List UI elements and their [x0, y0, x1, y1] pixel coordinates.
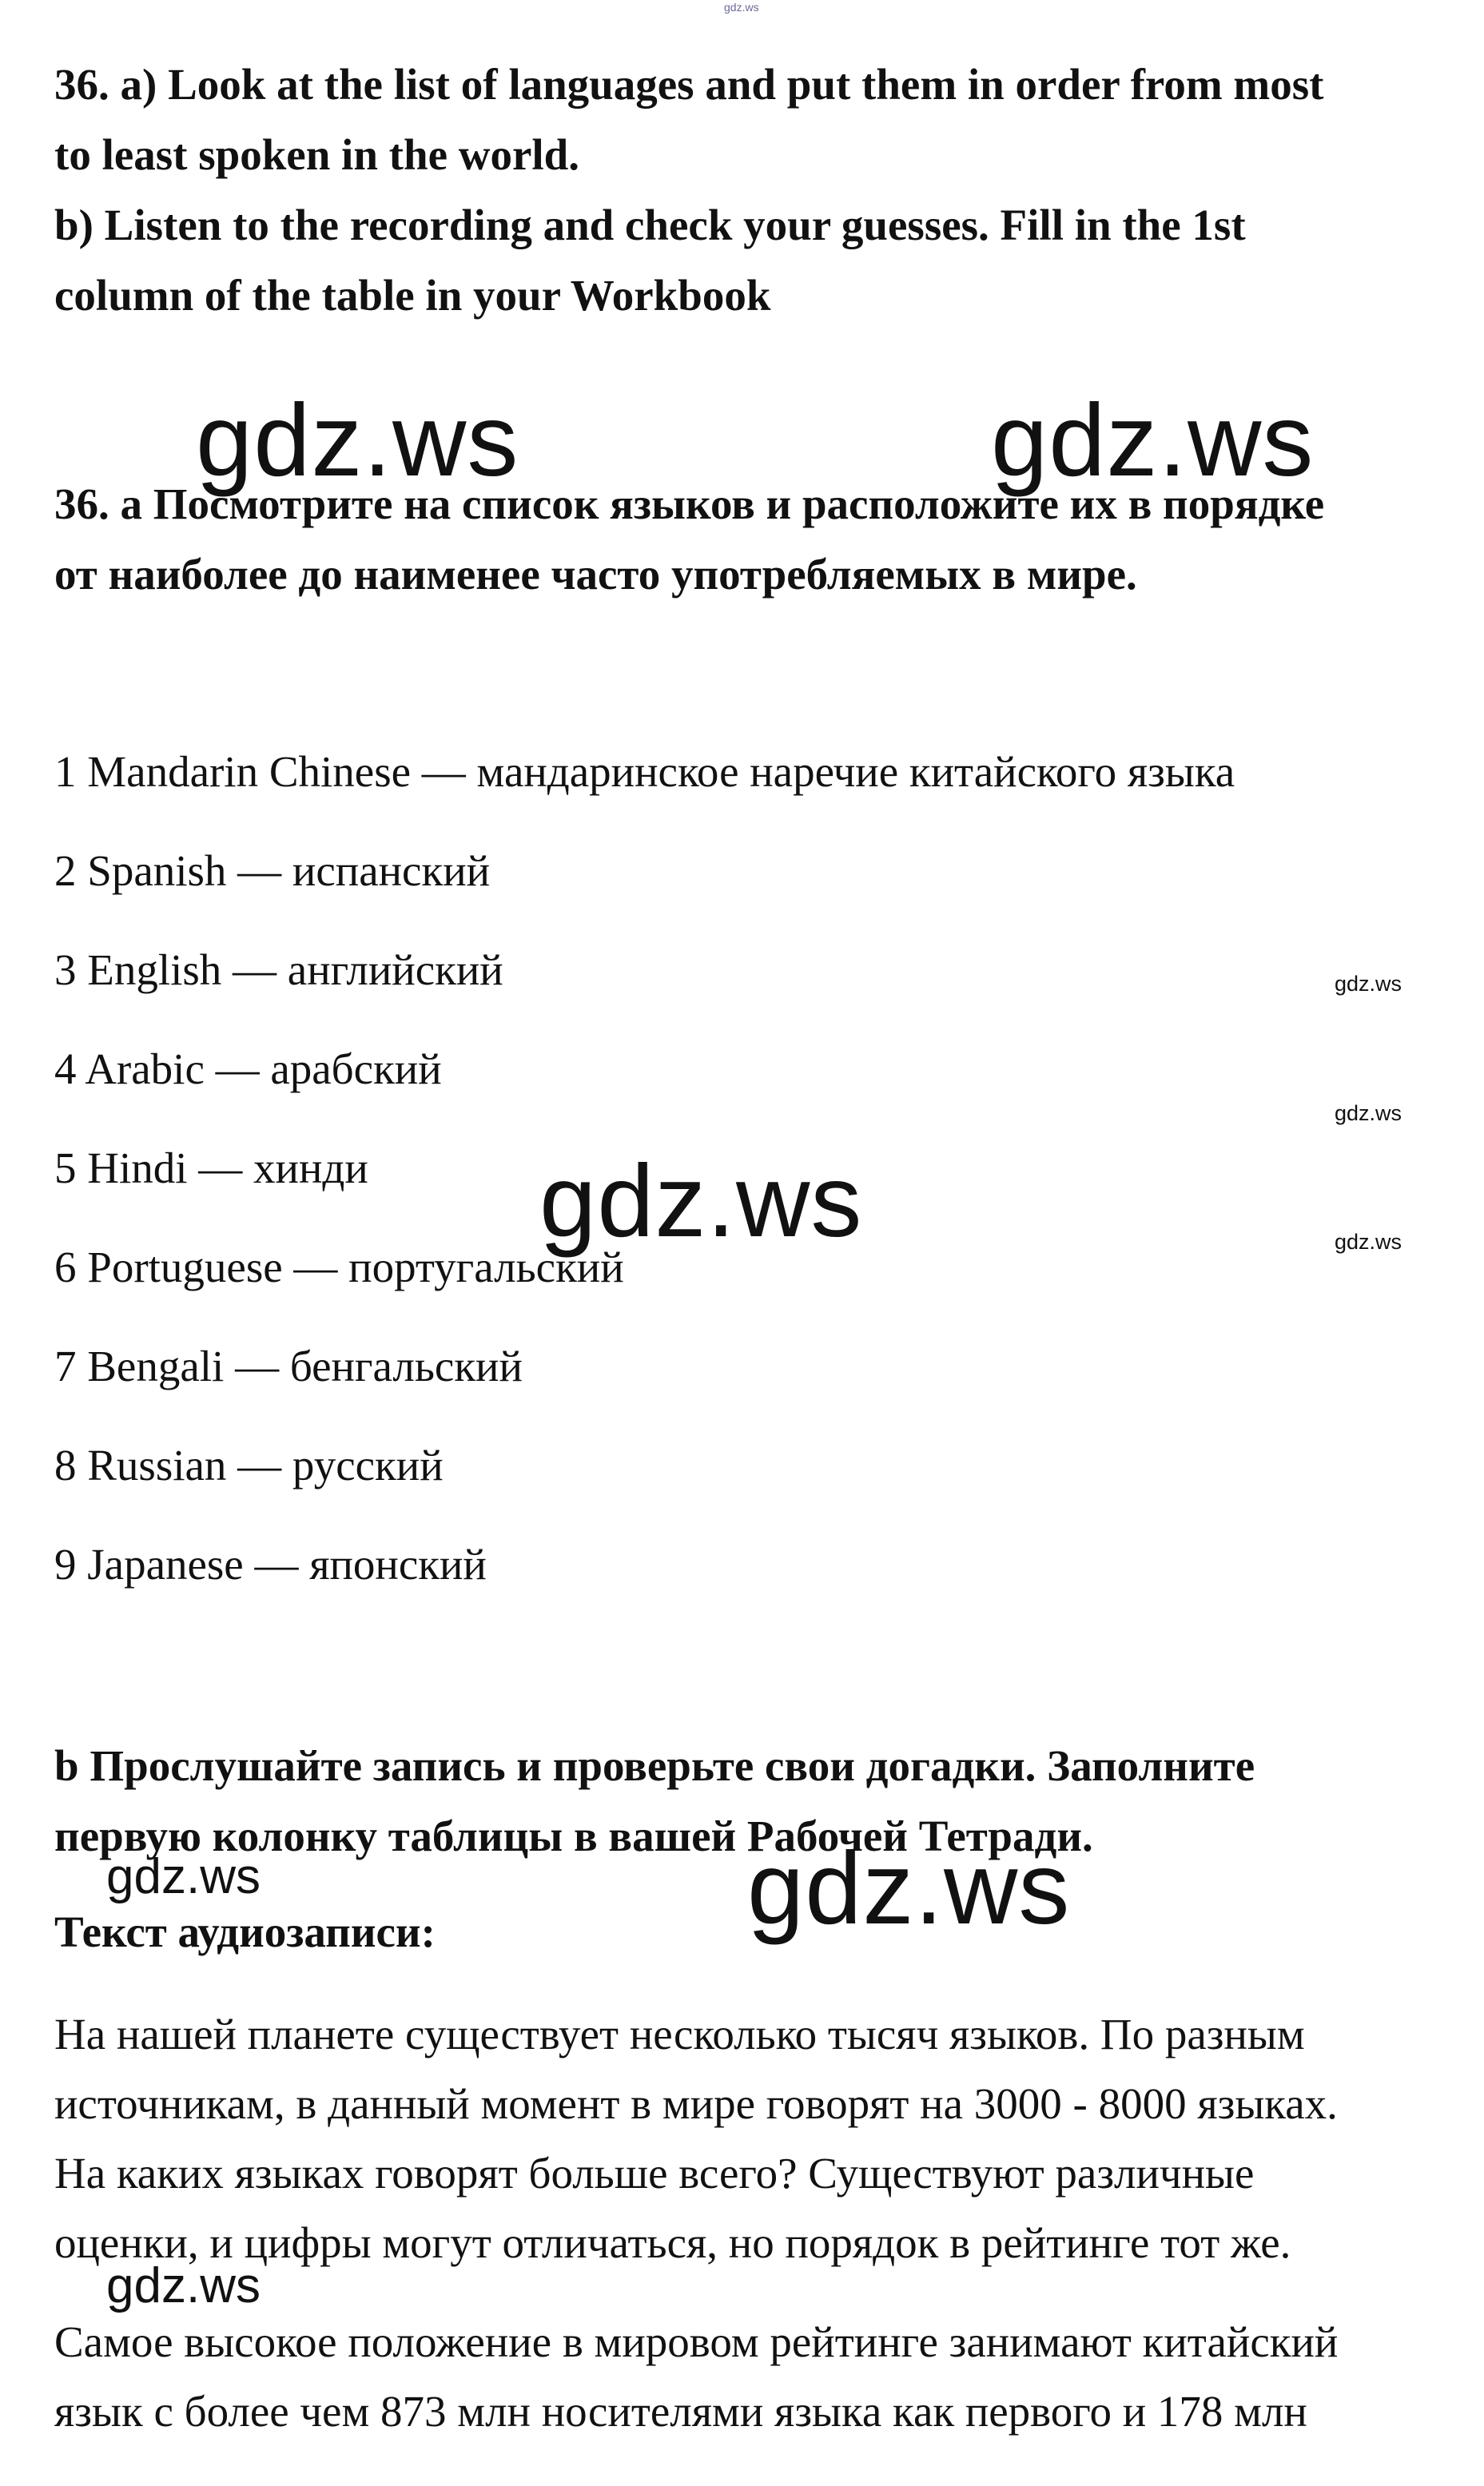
audio-text-line-4: оценки, и цифры могут отличаться, но порядок в рейтинге тот же.	[54, 2218, 1291, 2267]
task-en-line-4: column of the table in your Workbook	[54, 271, 771, 320]
audio-text-line-6: язык с более чем 873 млн носителями языка как первого и 178 млн	[54, 2387, 1307, 2436]
language-item-5: 5 Hindi — хинди	[54, 1144, 368, 1192]
language-item-1: 1 Mandarin Chinese — мандаринское наречие китайского языка	[54, 747, 1235, 796]
audio-text-line-2: источникам, в данный момент в мире говорят на 3000 - 8000 языках.	[54, 2079, 1338, 2128]
watermark-large-1: gdz.ws	[196, 384, 519, 498]
task-en-line-2: to least spoken in the world.	[54, 130, 579, 179]
watermark-small-3: gdz.ws	[1335, 1230, 1402, 1254]
watermark-large-3: gdz.ws	[539, 1144, 863, 1259]
task-en-line-1: 36. a) Look at the list of languages and put them in order from most	[54, 60, 1324, 109]
watermark-medium-2: gdz.ws	[106, 2258, 261, 2313]
watermark-large-4: gdz.ws	[747, 1832, 1071, 1946]
language-item-3: 3 English — английский	[54, 945, 503, 994]
watermark-small-1: gdz.ws	[1335, 972, 1402, 996]
audio-heading: Текст аудиозаписи:	[54, 1907, 436, 1956]
language-item-9: 9 Japanese — японский	[54, 1540, 487, 1589]
language-item-2: 2 Spanish — испанский	[54, 846, 491, 895]
language-item-8: 8 Russian — русский	[54, 1441, 444, 1490]
language-item-7: 7 Bengali — бенгальский	[54, 1342, 523, 1390]
task-ru-b-line-1: b Прослушайте запись и проверьте свои догадки. Заполните	[54, 1741, 1255, 1790]
task-ru-a-line-2: от наиболее до наименее часто употребляемых в мире.	[54, 550, 1137, 599]
language-item-6: 6 Portuguese — португальский	[54, 1243, 624, 1291]
watermark-medium-1: gdz.ws	[106, 1849, 261, 1904]
header-watermark: gdz.ws	[724, 1, 759, 14]
watermark-small-2: gdz.ws	[1335, 1101, 1402, 1125]
task-ru-b-line-2: первую колонку таблицы в вашей Рабочей Тетради.	[54, 1812, 1093, 1860]
audio-text-line-5: Самое высокое положение в мировом рейтинге занимают китайский	[54, 2317, 1339, 2366]
audio-text-line-3: На каких языках говорят больше всего? Существуют различные	[54, 2149, 1255, 2198]
task-ru-a-line-1: 36. а Посмотрите на список языков и расположите их в порядке	[54, 479, 1325, 528]
language-item-4: 4 Arabic — арабский	[54, 1044, 442, 1093]
watermark-large-2: gdz.ws	[991, 384, 1315, 498]
audio-text-line-1: На нашей планете существует несколько тысяч языков. По разным	[54, 2010, 1305, 2058]
task-en-line-3: b) Listen to the recording and check your guesses. Fill in the 1st	[54, 201, 1246, 249]
